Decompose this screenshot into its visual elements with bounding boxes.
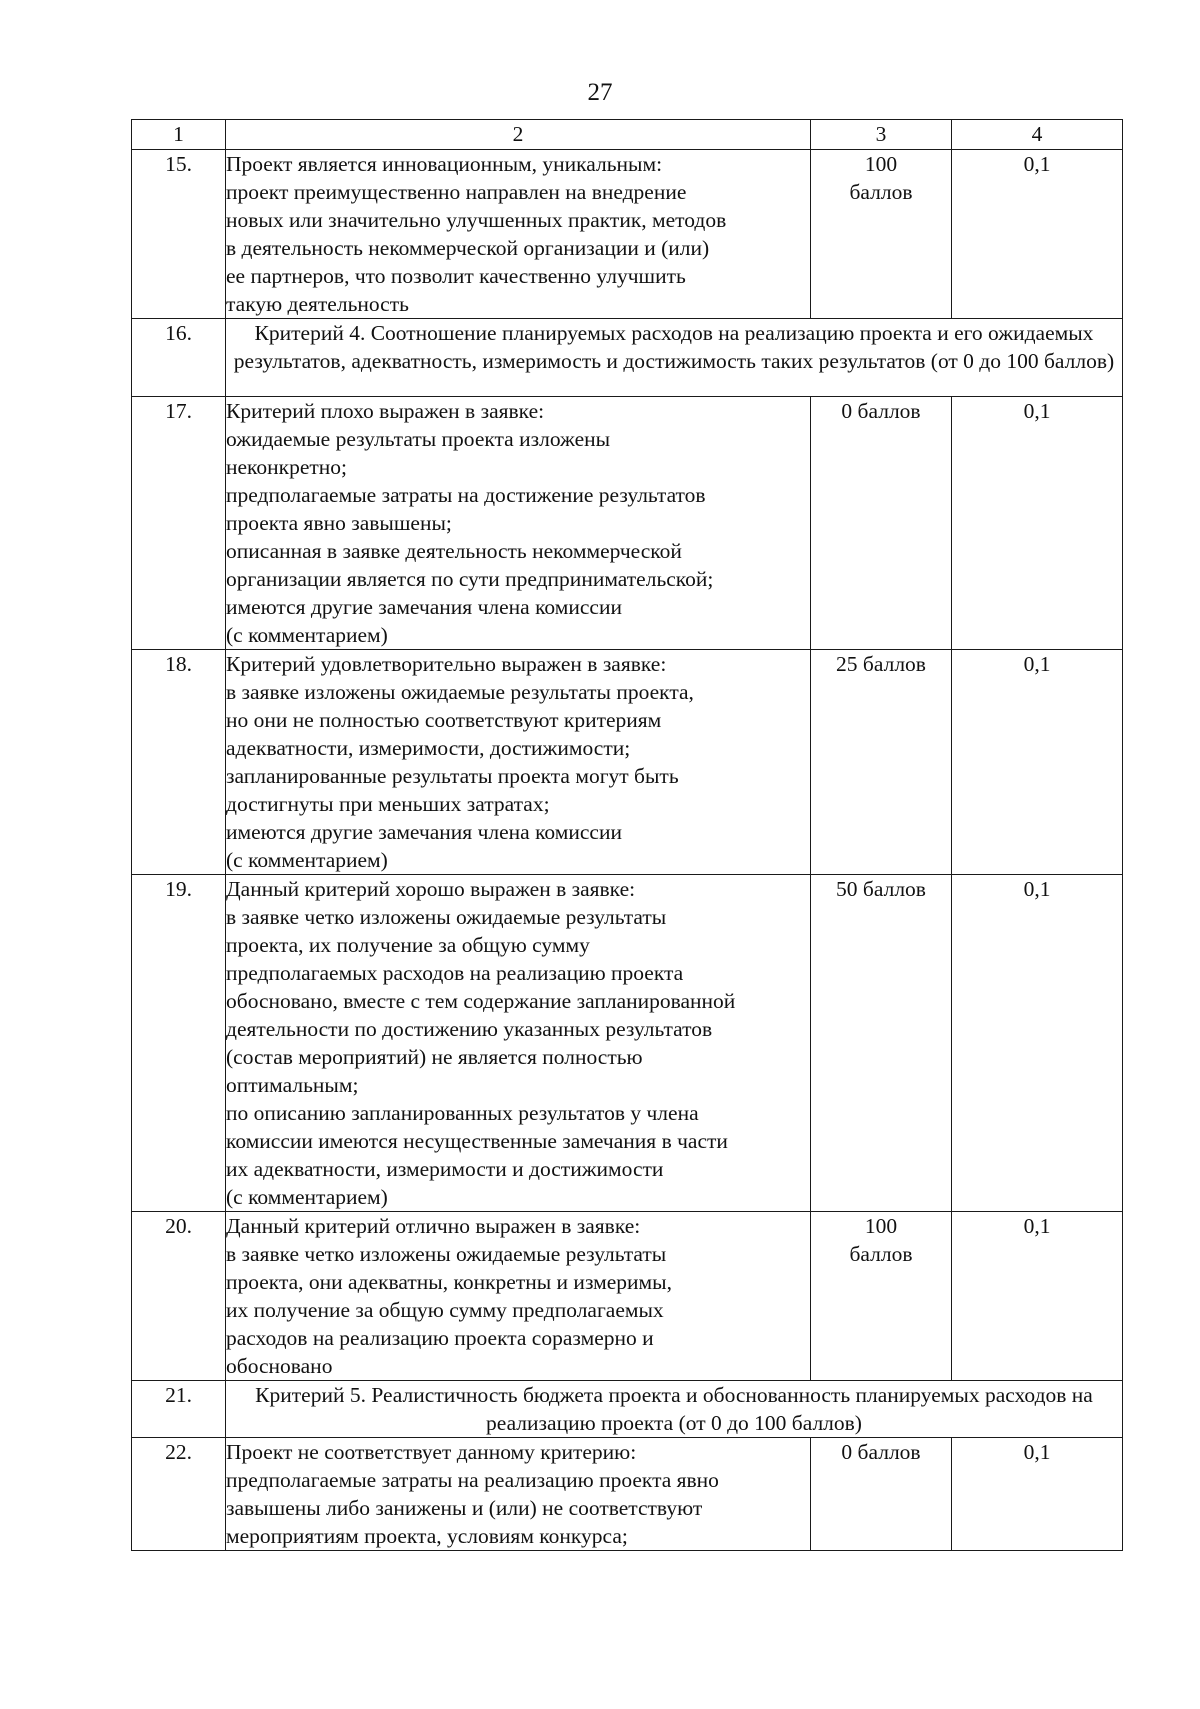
description-line: новых или значительно улучшенных практик, методов — [226, 208, 727, 232]
description-line: предполагаемые затраты на достижение результатов — [226, 483, 706, 507]
description-line: (состав мероприятий) не является полностью — [226, 1045, 643, 1069]
description-line: проекта явно завышены; — [226, 511, 452, 535]
table-row — [132, 150, 1123, 319]
description-line: расходов на реализацию проекта соразмерно и — [226, 1326, 654, 1350]
criterion-description — [226, 650, 811, 875]
description-line: организации является по сути предпринимательской; — [226, 567, 714, 591]
description-line: в заявке четко изложены ожидаемые результаты — [226, 1242, 667, 1266]
description-line: Данный критерий хорошо выражен в заявке: — [226, 877, 636, 901]
weight-cell: 0,1 — [952, 650, 1123, 875]
score-line: 100 — [864, 1214, 898, 1238]
criterion-heading: Критерий 4. Соотношение планируемых расходов на реализацию проекта и его ожидаемых результатов, адекватность, измеримость и достижимость таких результатов (от 0 до 100 баллов) — [226, 319, 1123, 397]
row-number: 19. — [132, 875, 226, 1212]
column-number-3: 3 — [811, 120, 952, 150]
table-row — [132, 397, 1123, 650]
page-number: 27 — [587, 79, 613, 106]
score-line: 25 баллов — [836, 652, 926, 676]
score-cell — [811, 150, 952, 319]
description-line: Критерий удовлетворительно выражен в заявке: — [226, 652, 667, 676]
score-line: 0 баллов — [841, 399, 921, 423]
description-line: Критерий плохо выражен в заявке: — [226, 399, 545, 423]
score-cell — [811, 875, 952, 1212]
description-line: в деятельность некоммерческой организации и (или) — [226, 236, 710, 260]
description-line: деятельности по достижению указанных результатов — [226, 1017, 713, 1041]
row-number: 16. — [132, 319, 226, 397]
description-line: адекватности, измеримости, достижимости; — [226, 736, 631, 760]
description-line: их адекватности, измеримости и достижимости — [226, 1157, 664, 1181]
description-line: комиссии имеются несущественные замечания в части — [226, 1129, 728, 1153]
weight-cell: 0,1 — [952, 1212, 1123, 1381]
description-line: мероприятиям проекта, условиям конкурса; — [226, 1524, 628, 1548]
description-line: в заявке четко изложены ожидаемые результаты — [226, 905, 667, 929]
table-row — [132, 1212, 1123, 1381]
description-line: завышены либо занижены и (или) не соответствуют — [226, 1496, 703, 1520]
row-number: 18. — [132, 650, 226, 875]
description-line: их получение за общую сумму предполагаемых — [226, 1298, 664, 1322]
description-line: (с комментарием) — [226, 848, 388, 872]
column-number-4: 4 — [952, 120, 1123, 150]
description-line: ожидаемые результаты проекта изложены — [226, 427, 611, 451]
description-line: неконкретно; — [226, 455, 348, 479]
description-line: Данный критерий отлично выражен в заявке: — [226, 1214, 641, 1238]
description-line: запланированные результаты проекта могут быть — [226, 764, 679, 788]
description-line: такую деятельность — [226, 292, 409, 316]
column-number-header-row — [132, 120, 1123, 150]
description-line: Проект является инновационным, уникальным: — [226, 152, 663, 176]
description-line: но они не полностью соответствуют критериям — [226, 708, 662, 732]
description-line: имеются другие замечания члена комиссии — [226, 595, 622, 619]
score-line: 50 баллов — [836, 877, 926, 901]
score-line: баллов — [849, 180, 913, 204]
description-line: ее партнеров, что позволит качественно улучшить — [226, 264, 686, 288]
criteria-table — [131, 119, 1123, 1551]
description-line: Проект не соответствует данному критерию: — [226, 1440, 637, 1464]
description-line: в заявке изложены ожидаемые результаты проекта, — [226, 680, 694, 704]
description-line: предполагаемые затраты на реализацию проекта явно — [226, 1468, 719, 1492]
criterion-description — [226, 150, 811, 319]
score-line: 0 баллов — [841, 1440, 921, 1464]
criterion-description — [226, 1438, 811, 1551]
table-row — [132, 650, 1123, 875]
column-number-2: 2 — [226, 120, 811, 150]
description-line: (с комментарием) — [226, 623, 388, 647]
score-cell — [811, 1438, 952, 1551]
score-line: 100 — [864, 152, 898, 176]
description-line: проект преимущественно направлен на внедрение — [226, 180, 687, 204]
score-cell — [811, 397, 952, 650]
description-line: оптимальным; — [226, 1073, 359, 1097]
description-line: обосновано — [226, 1354, 333, 1378]
weight-cell: 0,1 — [952, 397, 1123, 650]
description-line: проекта, их получение за общую сумму — [226, 933, 590, 957]
score-cell — [811, 650, 952, 875]
description-line: по описанию запланированных результатов у члена — [226, 1101, 699, 1125]
description-line: имеются другие замечания члена комиссии — [226, 820, 622, 844]
score-cell — [811, 1212, 952, 1381]
table-row — [132, 319, 1123, 397]
description-line: проекта, они адекватны, конкретны и измеримы, — [226, 1270, 672, 1294]
description-line: (с комментарием) — [226, 1185, 388, 1209]
description-line: описанная в заявке деятельность некоммерческой — [226, 539, 682, 563]
table-row — [132, 875, 1123, 1212]
row-number: 21. — [132, 1381, 226, 1438]
weight-cell: 0,1 — [952, 875, 1123, 1212]
criterion-heading: Критерий 5. Реалистичность бюджета проекта и обоснованность планируемых расходов на реализацию проекта (от 0 до 100 баллов) — [226, 1381, 1123, 1438]
description-line: обосновано, вместе с тем содержание запланированной — [226, 989, 736, 1013]
row-number: 22. — [132, 1438, 226, 1551]
row-number: 17. — [132, 397, 226, 650]
table-row — [132, 1438, 1123, 1551]
row-number: 20. — [132, 1212, 226, 1381]
weight-cell: 0,1 — [952, 1438, 1123, 1551]
description-line: предполагаемых расходов на реализацию проекта — [226, 961, 684, 985]
row-number: 15. — [132, 150, 226, 319]
weight-cell: 0,1 — [952, 150, 1123, 319]
description-line: достигнуты при меньших затратах; — [226, 792, 550, 816]
criterion-description — [226, 1212, 811, 1381]
column-number-1: 1 — [132, 120, 226, 150]
criterion-description — [226, 875, 811, 1212]
criteria-table-body — [132, 120, 1123, 1551]
criterion-description — [226, 397, 811, 650]
table-row — [132, 1381, 1123, 1438]
score-line: баллов — [849, 1242, 913, 1266]
